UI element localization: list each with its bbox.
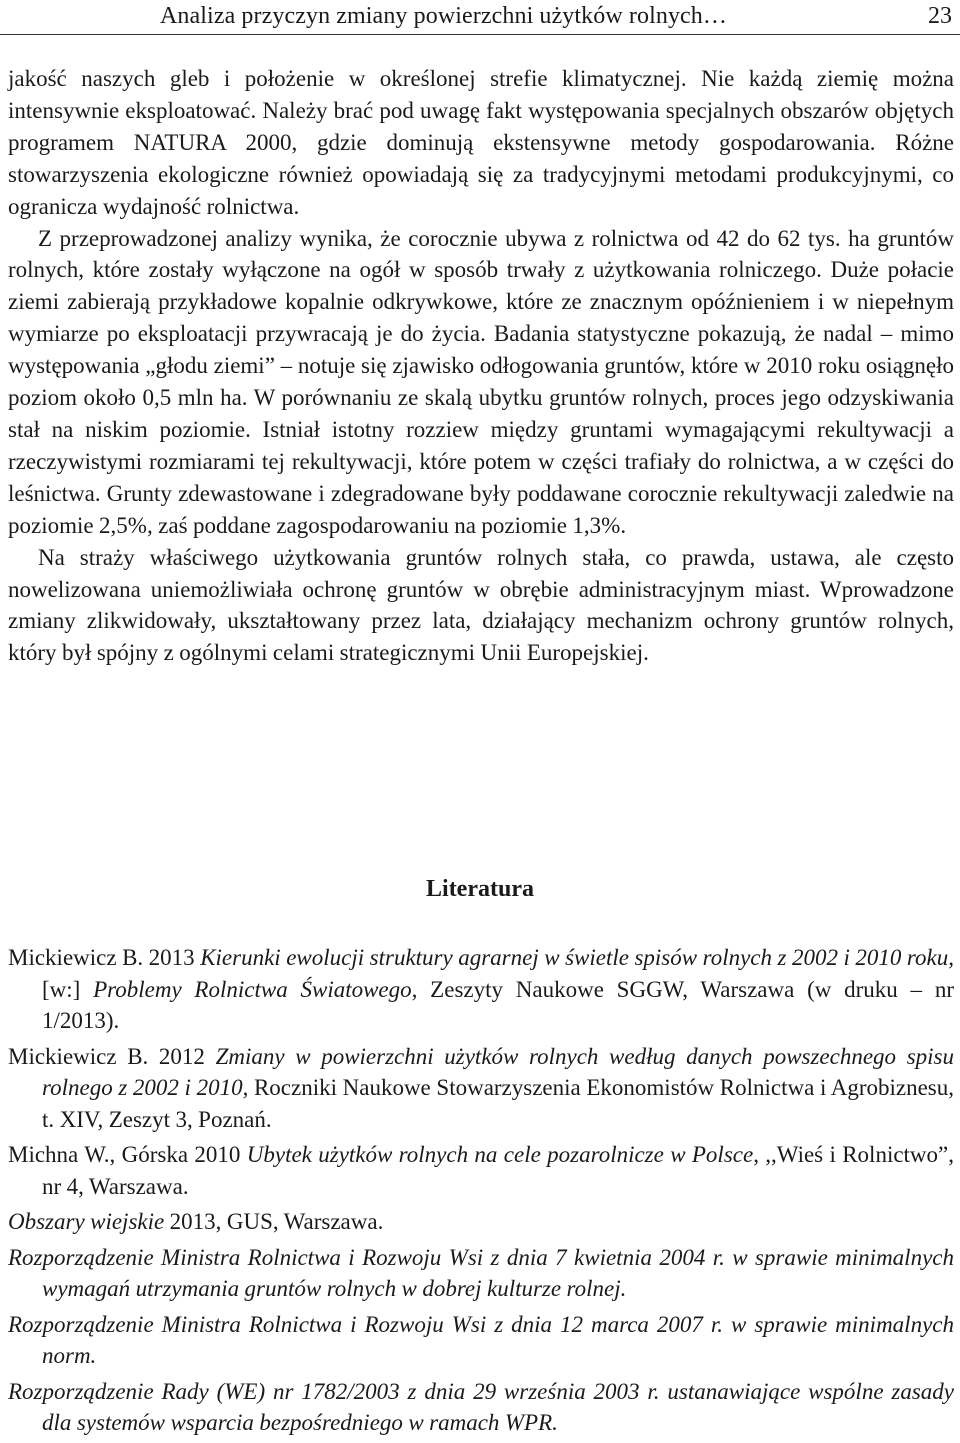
paragraph-1: jakość naszych gleb i położenie w określonej strefie klimatycznej. Nie każdą ziemię można intensywnie eksploatować. Należy brać pod uwagę fakt występowania specjalnych obszarów objętych programem NATURA 2000, gdzie dominują ekstensywne metody gospodarowania. Różne stowarzyszenia ekologiczne również opowiadają się za tradycyjnymi metodami produkcyjnymi, co ogranicza wydajność rolnictwa. [8,66,954,219]
ref-title: Obszary wiejskie [8,1209,165,1234]
reference-item [8,1309,954,1372]
reference-item [8,1206,954,1238]
reference-item [8,942,954,1037]
ref-publisher: 2013, GUS, Warszawa. [164,1209,384,1234]
ref-text: [w:] [42,976,94,1002]
running-title: Analiza przyczyn zmiany powierzchni użytków rolnych… [160,3,727,29]
ref-publisher: Zeszyty Naukowe SGGW, Warszawa (w druku – nr 1/2013). [42,976,954,1033]
ref-series-title: Problemy Rolnictwa Światowego, [93,976,418,1002]
paragraph-2: Z przeprowadzonej analizy wynika, że corocznie ubywa z rolnictwa od 42 do 62 tys. ha gruntów rolnych, które zostały wyłączone na ogół w sposób trwały z użytkowania rolniczego. Duże połacie ziemi zabierają przykładowe kopalnie odkrywkowe, które ze znacznym opóźnieniem i w niepełnym wymiarze po eksploatacji przywracają je do życia. Badania statystyczne pokazują, że nadal – mimo występowania „głodu ziemi” – notuje się zjawisko odłogowania gruntów, które w 2010 roku osiągnęło poziom około 0,5 mln ha. W porównaniu ze skalą ubytku gruntów rolnych, proces jego odzyskiwania stał na niskim poziomie. Istniał istotny rozziew między gruntami wymagającymi rekultywacji a rzeczywistymi rozmiarami tej rekultywacji, które potem w części trafiały do rolnictwa, a w części do leśnictwa. Grunty zdewastowane i zdegradowane były poddawane corocznie rekultywacji zaledwie na poziomie 2,5%, zaś poddane zagospodarowaniu na poziomie 1,3%. [8,225,954,538]
ref-title: Rozporządzenie Ministra Rolnictwa i Rozwoju Wsi z dnia 12 marca 2007 r. w sprawie minimalnych norm. [8,1311,954,1368]
ref-title: Kierunki ewolucji struktury agrarnej w świetle spisów rolnych z 2002 i 2010 roku, [200,945,954,970]
reference-item [8,1139,954,1202]
reference-list [8,942,954,1443]
ref-title: Zmiany w powierzchni użytków rolnych według danych powszechnego spisu rolnego z 2002 i 2010 [42,1043,954,1100]
ref-author: Mickiewicz B. 2012 [8,1043,216,1069]
ref-publisher: , ,,Wieś i Rolnictwo”, nr 4, Warszawa. [42,1142,954,1199]
paragraph-3: Na straży właściwego użytkowania gruntów rolnych stała, co prawda, ustawa, ale często nowelizowana uniemożliwiała ochronę gruntów w obrębie administracyjnym miast. Wprowadzone zmiany zlikwidowały, ukształtowany przez lata, działający mechanizm ochrony gruntów rolnych, który był spójny z ogólnymi celami strategicznymi Unii Europejskiej. [8,544,954,666]
body-text [8,63,954,669]
reference-item [8,1041,954,1136]
literature-heading: Literatura [426,876,534,902]
ref-author: Mickiewicz B. 2013 [8,945,201,970]
ref-title: Rozporządzenie Rady (WE) nr 1782/2003 z dnia 29 września 2003 r. ustanawiające wspólne zasady dla systemów wsparcia bezpośredniego w ramach WPR. [8,1378,954,1435]
running-header [0,0,960,35]
reference-item [8,1242,954,1305]
ref-title: Ubytek użytków rolnych na cele pozarolnicze w Polsce [246,1142,754,1167]
ref-title: Rozporządzenie Ministra Rolnictwa i Rozwoju Wsi z dnia 7 kwietnia 2004 r. w sprawie minimalnych wymagań utrzymania gruntów rolnych w dobrej kulturze rolnej. [8,1244,954,1301]
page-number: 23 [928,3,952,29]
ref-author: Michna W., Górska 2010 [8,1142,247,1167]
reference-item [8,1376,954,1439]
ref-publisher: , Roczniki Naukowe Stowarzyszenia Ekonomistów Rolnictwa i Agrobiznesu, t. XIV, Zeszyt 3, Poznań. [42,1075,954,1132]
